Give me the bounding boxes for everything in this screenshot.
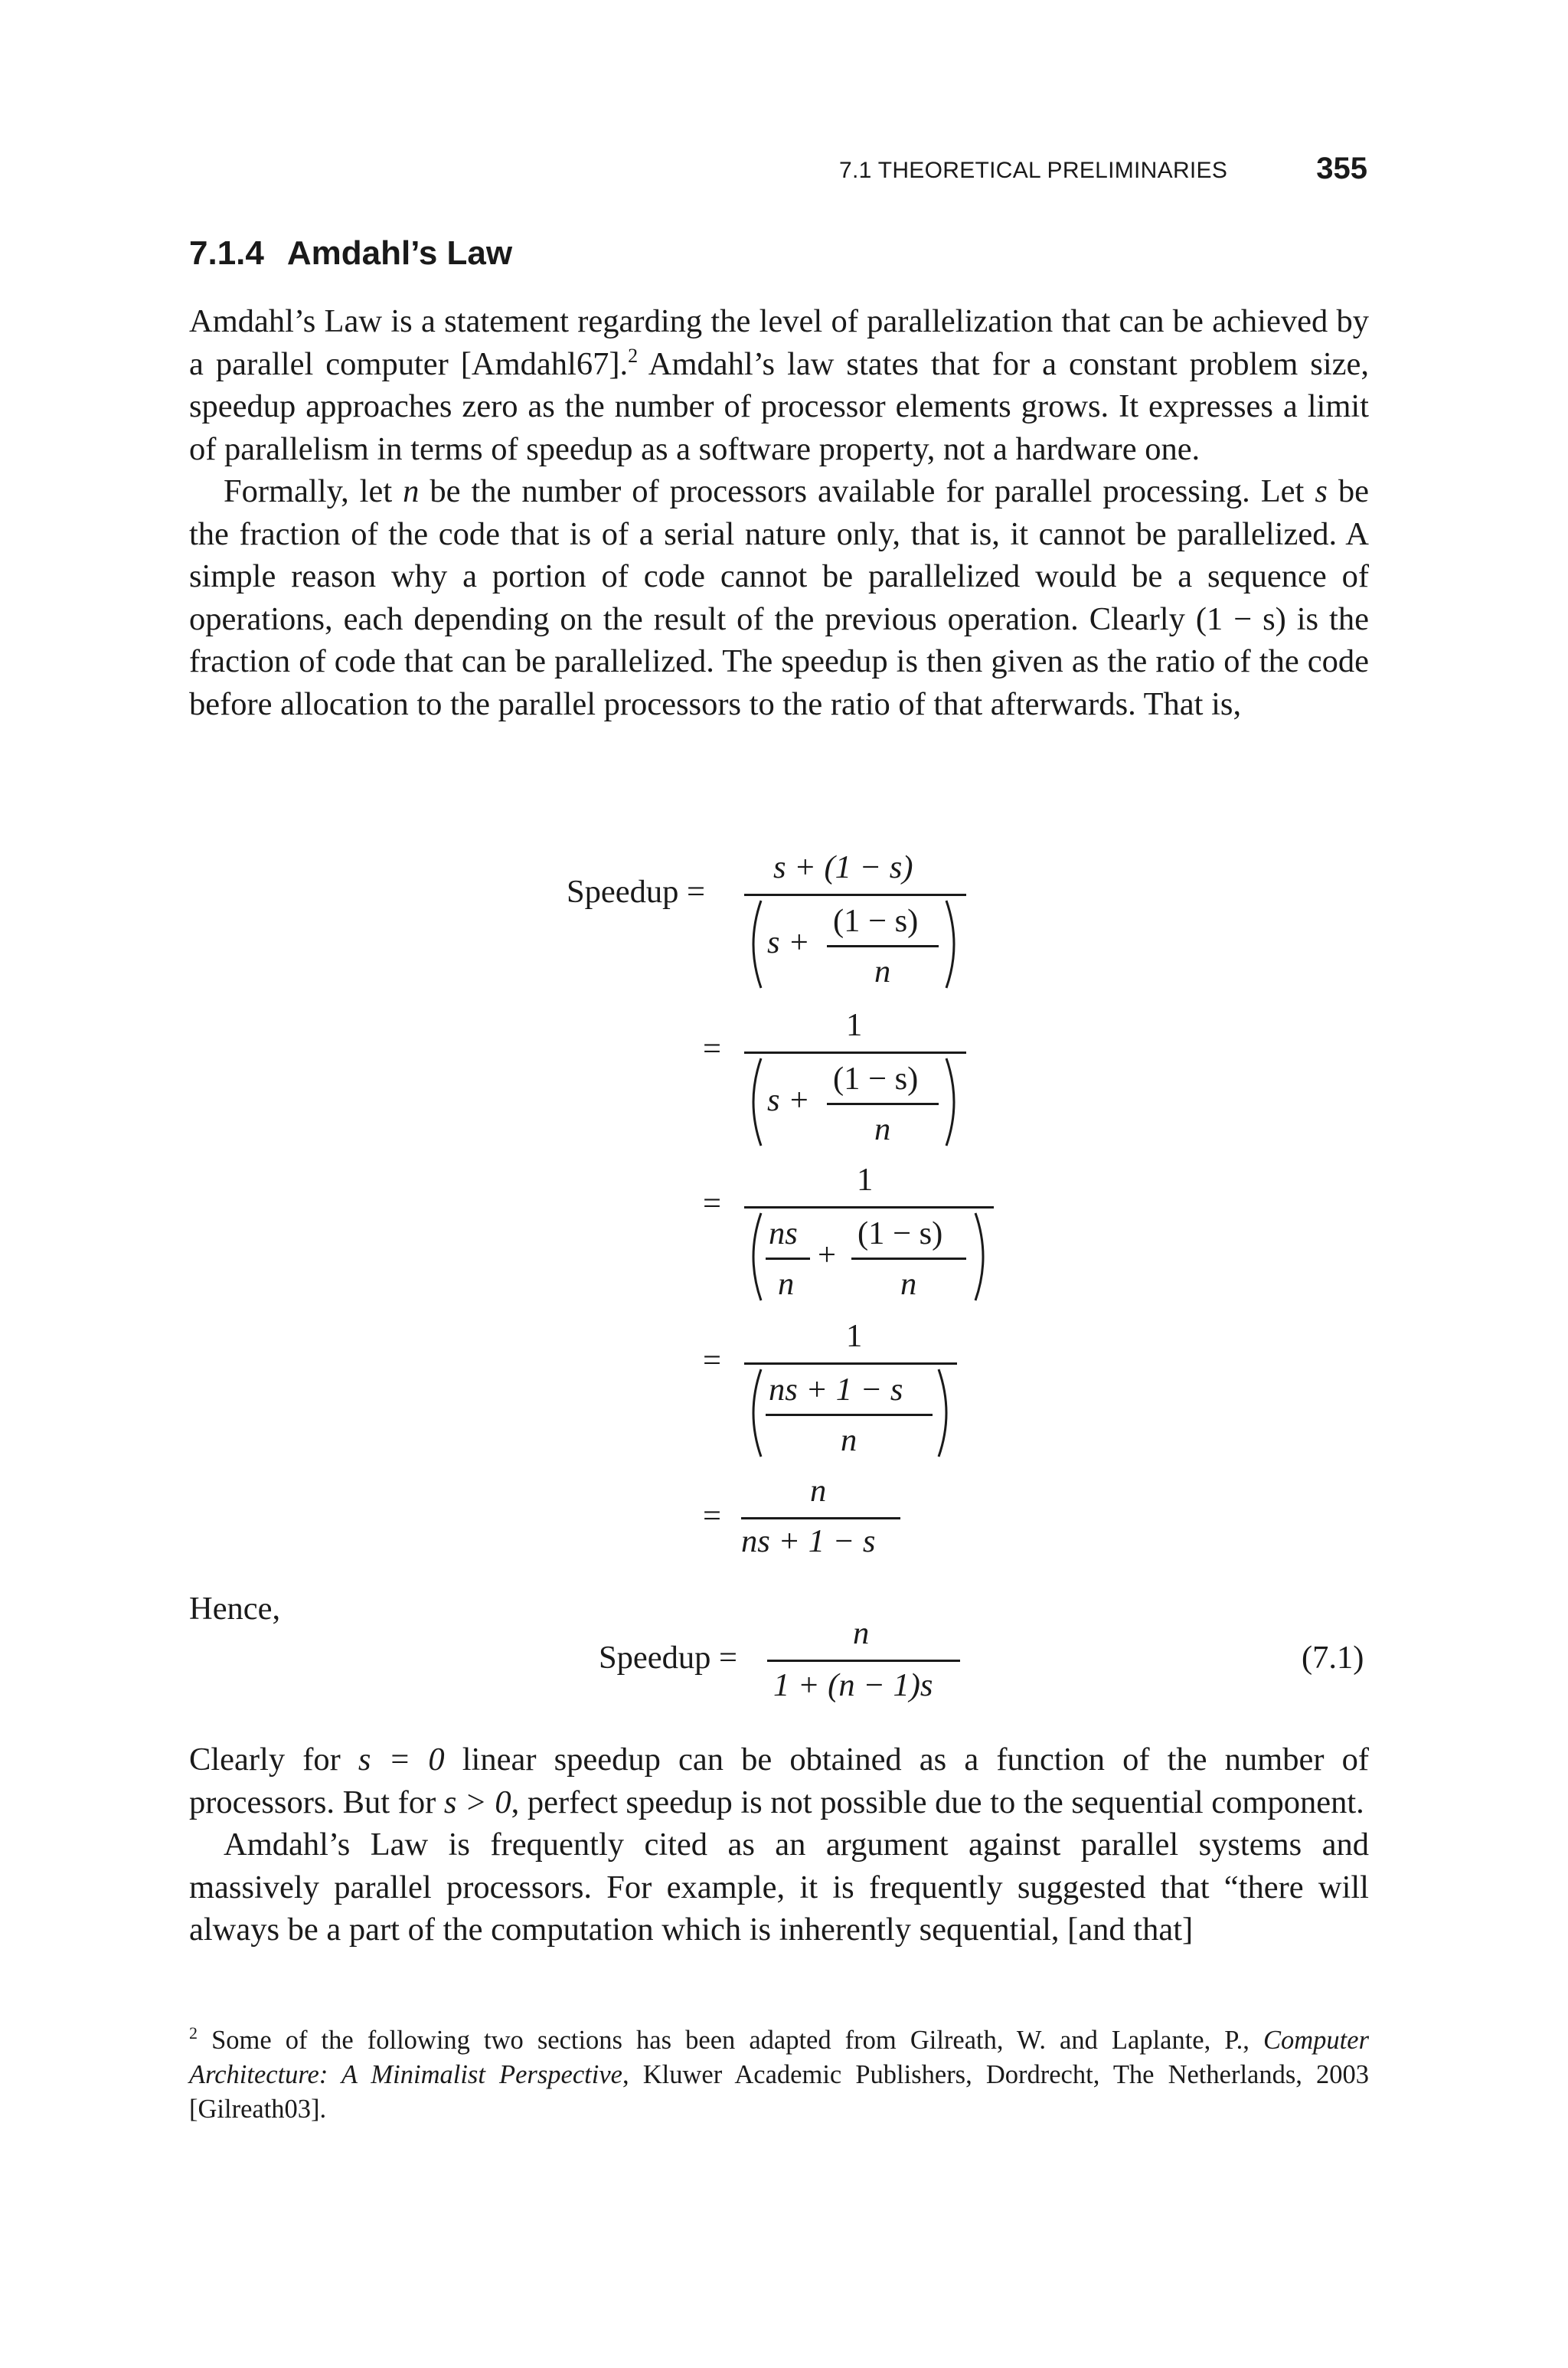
line4-inner-numerator: ns + 1 − s xyxy=(769,1372,903,1408)
body-text-bottom xyxy=(189,1738,1369,1951)
line1-inner-numerator: (1 − s) xyxy=(833,903,919,939)
line3-b-numerator: (1 − s) xyxy=(858,1215,943,1251)
footnote-book-title: Computer Architecture: A Minimalist Perspective xyxy=(189,2026,1369,2089)
equation-number: (7.1) xyxy=(1302,1640,1364,1676)
paragraph-2: Formally, let n be the number of processors available for parallel processing. Let s be the fraction of the code that is of a serial nature only, that is, it cannot be parallelized. A simple reason why a portion of code cannot be parallelized would be a sequence of operations, each depending on the result of the previous operation. Clearly (1 − s) is the fraction of code that can be parallelized. The speedup is then given as the ratio of the code before allocation to the parallel processors to the ratio of that afterwards. That is, xyxy=(189,473,1369,722)
eq71-denominator: 1 + (n − 1)s xyxy=(773,1667,933,1703)
eq71-fraction-bar xyxy=(767,1660,960,1662)
line3-a-numerator: ns xyxy=(769,1215,798,1251)
footnote: $^2$ Some of the following two sections has been adapted from Gilreath, W. and Laplante, P., Computer Architecture: A Minimalist Perspective, Kluwer Academic Publishers, Dordrecht, The Netherlands, 2003 [Gilreath03]. xyxy=(189,2023,1370,2124)
line3-b-denominator: n xyxy=(900,1266,917,1302)
line2-numerator: 1 xyxy=(846,1007,863,1043)
hence-text: Hence, xyxy=(189,1591,281,1627)
line2-equals: = xyxy=(703,1031,721,1067)
line1-s-plus: s + xyxy=(767,924,810,960)
line1-numerator: s + (1 − s) xyxy=(773,849,913,885)
section-title: Amdahl’s Law xyxy=(286,234,513,272)
line3-equals: = xyxy=(703,1186,721,1222)
footnote-mark: 2 xyxy=(628,344,639,367)
footnote-number: 2 xyxy=(189,2023,198,2043)
line4-inner-denominator: n xyxy=(841,1422,858,1458)
line4-numerator: 1 xyxy=(846,1318,863,1354)
line5-numerator: n xyxy=(810,1473,827,1509)
line2-s-plus: s + xyxy=(767,1082,810,1118)
page-number: 355 xyxy=(1316,152,1367,185)
line3-numerator: 1 xyxy=(857,1162,874,1198)
line5-denominator: ns + 1 − s xyxy=(741,1523,876,1559)
line3-plus: + xyxy=(818,1237,836,1273)
eq71-lhs: Speedup = xyxy=(599,1640,737,1676)
derivation-lhs: Speedup = xyxy=(567,874,705,910)
line4-equals: = xyxy=(703,1343,721,1379)
inline-math: (1 − s) xyxy=(1195,600,1286,637)
eq71-numerator: n xyxy=(853,1615,870,1651)
line2-inner-numerator: (1 − s) xyxy=(833,1061,919,1097)
paragraph-1: Amdahl’s Law is a statement regarding the level of parallelization that can be achieved by a parallel computer [Amdahl67].$^2$ Amdahl’s law states that for a constant problem size, speedup approaches zero as the number of processor elements grows. It expresses a limit of parallelism in terms of speedup as a software property, not a hardware one. xyxy=(189,303,1369,467)
paragraph-3: Clearly for s = 0 linear speedup can be obtained as a function of the number of processors. But for s > 0, perfect speedup is not possible due to the sequential component. xyxy=(189,1742,1369,1820)
line3-a-denominator: n xyxy=(778,1266,795,1302)
running-header-section: 7.1 THEORETICAL PRELIMINARIES xyxy=(839,158,1228,183)
section-number: 7.1.4 xyxy=(189,234,264,272)
paragraph-4: Amdahl’s Law is frequently cited as an argument against parallel systems and massively parallel processors. For example, it is frequently suggested that “there will always be a part of the computation which is inherently sequential, [and that] xyxy=(189,1827,1369,1948)
line1-inner-denominator: n xyxy=(874,953,891,989)
line2-inner-denominator: n xyxy=(874,1111,891,1147)
line5-equals: = xyxy=(703,1498,721,1534)
